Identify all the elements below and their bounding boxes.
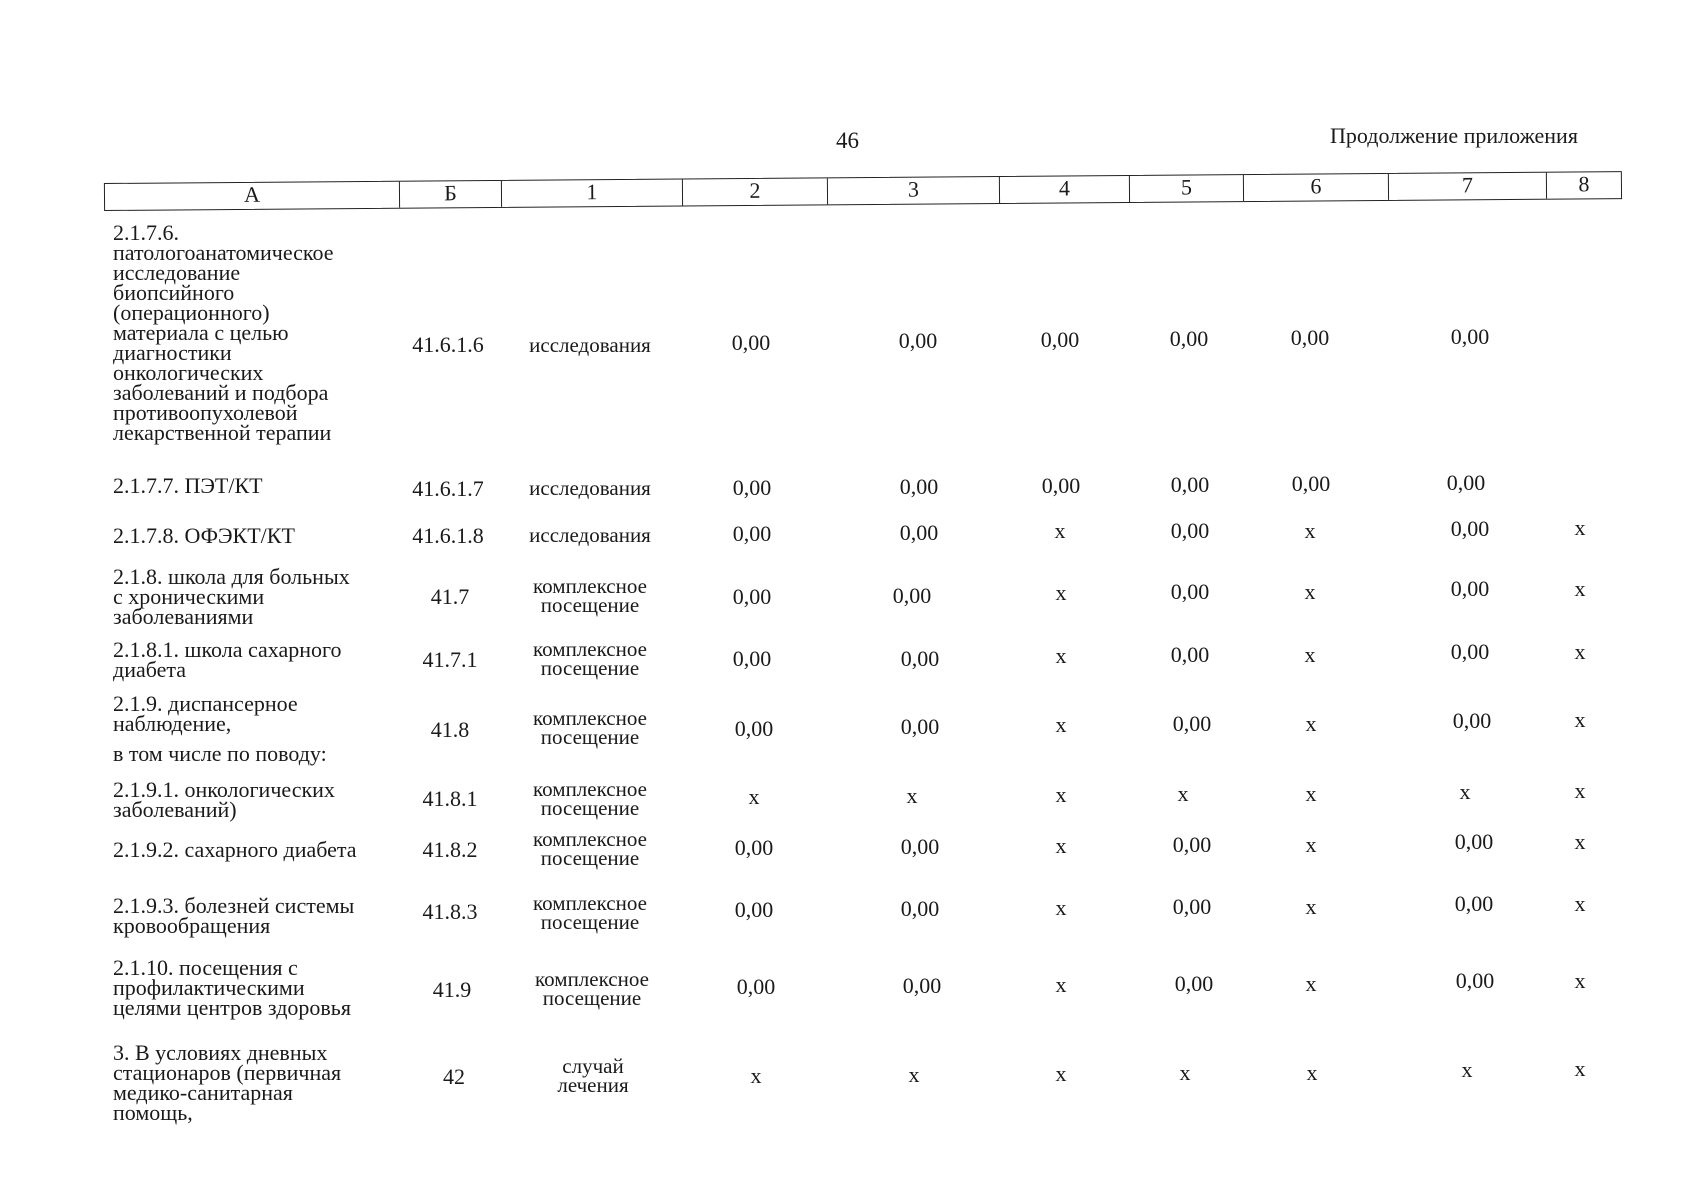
- value-col-5: 0,00: [1170, 518, 1210, 543]
- value-col-7: 0,00: [1454, 891, 1494, 916]
- value-col-3: 0,00: [902, 973, 942, 998]
- value-col-2: 0,00: [736, 974, 776, 999]
- value-col-7: 0,00: [1446, 470, 1486, 495]
- row-unit: комплексное посещение: [533, 706, 647, 749]
- row-code: 41.7.1: [422, 647, 478, 672]
- value-col-4: х: [1055, 782, 1067, 807]
- value-col-6: х: [1304, 642, 1316, 667]
- value-col-8: х: [1574, 829, 1586, 854]
- value-col-7: 0,00: [1455, 968, 1495, 993]
- value-col-2: 0,00: [732, 475, 772, 500]
- value-col-7: х: [1461, 1057, 1473, 1082]
- value-col-6: 0,00: [1291, 471, 1331, 496]
- value-col-2: 0,00: [734, 897, 774, 922]
- column-header-6: 6: [1244, 174, 1389, 201]
- value-col-2: 0,00: [734, 716, 774, 741]
- value-col-4: х: [1055, 580, 1067, 605]
- column-header-8: 8: [1578, 171, 1590, 197]
- row-name: 2.1.9.1. онкологических заболеваний): [113, 777, 335, 822]
- value-col-4: х: [1055, 895, 1067, 920]
- value-col-8: х: [1574, 515, 1586, 540]
- value-col-6: х: [1305, 894, 1317, 919]
- value-col-3: 0,00: [892, 583, 932, 608]
- value-col-6: х: [1304, 579, 1316, 604]
- value-col-4: х: [1055, 643, 1067, 668]
- value-col-6: х: [1305, 781, 1317, 806]
- value-col-4: 0,00: [1041, 473, 1081, 498]
- row-unit: комплексное посещение: [533, 574, 647, 617]
- row-unit: комплексное посещение: [533, 637, 647, 680]
- value-col-8: х: [1574, 1056, 1586, 1081]
- value-col-3: 0,00: [900, 714, 940, 739]
- row-code: 41.6.1.8: [412, 523, 484, 548]
- column-header-3: 3: [828, 177, 1000, 204]
- row-name: 2.1.10. посещения с профилактическими целями центров здоровья: [113, 955, 351, 1020]
- value-col-5: 0,00: [1172, 832, 1212, 857]
- value-col-7: 0,00: [1450, 576, 1490, 601]
- row-name: 2.1.9.2. сахарного диабета: [113, 837, 357, 862]
- row-name: 2.1.7.6. патологоанатомическое исследование биопсийного (операционного) материала с целью диагностики онкологических заболеваний и подбора противоопухолевой лекарственной терапии: [113, 220, 334, 445]
- value-col-5: х: [1179, 1060, 1191, 1085]
- value-col-2: 0,00: [731, 330, 771, 355]
- value-col-8: х: [1574, 968, 1586, 993]
- value-col-3: 0,00: [900, 834, 940, 859]
- row-unit: комплексное посещение: [533, 891, 647, 934]
- value-col-4: х: [1055, 712, 1067, 737]
- value-col-6: х: [1305, 971, 1317, 996]
- row-code: 42: [443, 1064, 465, 1089]
- value-col-7: 0,00: [1450, 516, 1490, 541]
- value-col-7: х: [1459, 779, 1471, 804]
- value-col-3: 0,00: [899, 520, 939, 545]
- continuation-note: Продолжение приложения: [1330, 123, 1578, 148]
- row-code: 41.9: [432, 977, 472, 1002]
- value-col-4: 0,00: [1040, 327, 1080, 352]
- row-unit: исследования: [529, 333, 651, 357]
- page-number: 46: [836, 128, 859, 153]
- column-header-2: 2: [683, 178, 828, 205]
- value-col-3: 0,00: [900, 896, 940, 921]
- row-code: 41.8.3: [422, 899, 478, 924]
- row-unit: комплексное посещение: [533, 777, 647, 820]
- value-col-4: х: [1055, 972, 1067, 997]
- column-header-a: А: [105, 182, 400, 210]
- value-col-3: 0,00: [898, 328, 938, 353]
- value-col-3: х: [906, 783, 918, 808]
- row-name: 2.1.8. школа для больных с хроническими заболеваниями: [113, 564, 350, 629]
- row-code: 41.8: [430, 717, 470, 742]
- value-col-2: 0,00: [732, 646, 772, 671]
- row-code: 41.6.1.6: [412, 332, 484, 357]
- row-name: 2.1.7.8. ОФЭКТ/КТ: [113, 523, 295, 548]
- row-unit: случай лечения: [557, 1054, 629, 1097]
- value-col-7: 0,00: [1454, 829, 1494, 854]
- row-name: 2.1.9. диспансерное наблюдение,: [113, 691, 298, 736]
- row-code: 41.8.2: [422, 837, 478, 862]
- column-header-4: 4: [1000, 176, 1130, 203]
- value-col-7: 0,00: [1452, 708, 1492, 733]
- value-col-6: х: [1306, 1060, 1318, 1085]
- value-col-2: 0,00: [732, 584, 772, 609]
- value-col-8: х: [1574, 707, 1586, 732]
- row-name: 2.1.9.3. болезней системы кровообращения: [113, 893, 355, 938]
- row-unit: исследования: [529, 476, 651, 500]
- row-code: 41.8.1: [422, 786, 478, 811]
- value-col-8: х: [1574, 891, 1586, 916]
- value-col-2: 0,00: [734, 835, 774, 860]
- value-col-5: 0,00: [1172, 894, 1212, 919]
- value-col-6: х: [1304, 518, 1316, 543]
- row-unit: комплексное посещение: [533, 827, 647, 870]
- value-col-3: х: [908, 1062, 920, 1087]
- column-header-7: 7: [1389, 173, 1547, 200]
- row-name: 3. В условиях дневных стационаров (первичная медико-санитарная помощь,: [113, 1040, 342, 1125]
- value-col-6: х: [1305, 832, 1317, 857]
- value-col-2: х: [750, 1063, 762, 1088]
- value-col-5: 0,00: [1170, 472, 1210, 497]
- value-col-3: 0,00: [900, 646, 940, 671]
- column-header-5: 5: [1130, 175, 1244, 202]
- row-code: 41.6.1.7: [412, 476, 484, 501]
- value-col-5: 0,00: [1174, 971, 1214, 996]
- value-col-4: х: [1054, 518, 1066, 543]
- value-col-7: 0,00: [1450, 324, 1490, 349]
- value-col-4: х: [1055, 833, 1067, 858]
- value-col-6: 0,00: [1290, 325, 1330, 350]
- column-header-row: [104, 171, 1622, 211]
- value-col-8: х: [1574, 639, 1586, 664]
- row-unit: комплексное посещение: [535, 967, 649, 1010]
- value-col-8: х: [1574, 576, 1586, 601]
- column-header-b: Б: [400, 181, 502, 208]
- value-col-7: 0,00: [1450, 639, 1490, 664]
- value-col-4: х: [1055, 1061, 1067, 1086]
- value-col-5: х: [1177, 781, 1189, 806]
- row-name-continuation: в том числе по поводу:: [113, 741, 327, 766]
- row-name: 2.1.7.7. ПЭТ/КТ: [113, 473, 263, 498]
- row-name: 2.1.8.1. школа сахарного диабета: [113, 637, 342, 682]
- value-col-5: 0,00: [1170, 642, 1210, 667]
- value-col-5: 0,00: [1169, 326, 1209, 351]
- row-code: 41.7: [430, 584, 470, 609]
- value-col-6: х: [1305, 711, 1317, 736]
- value-col-5: 0,00: [1170, 579, 1210, 604]
- column-header-1: 1: [502, 179, 683, 206]
- row-unit: исследования: [529, 523, 651, 547]
- value-col-8: х: [1574, 778, 1586, 803]
- value-col-2: 0,00: [732, 521, 772, 546]
- value-col-2: х: [748, 784, 760, 809]
- value-col-5: 0,00: [1172, 711, 1212, 736]
- value-col-3: 0,00: [899, 474, 939, 499]
